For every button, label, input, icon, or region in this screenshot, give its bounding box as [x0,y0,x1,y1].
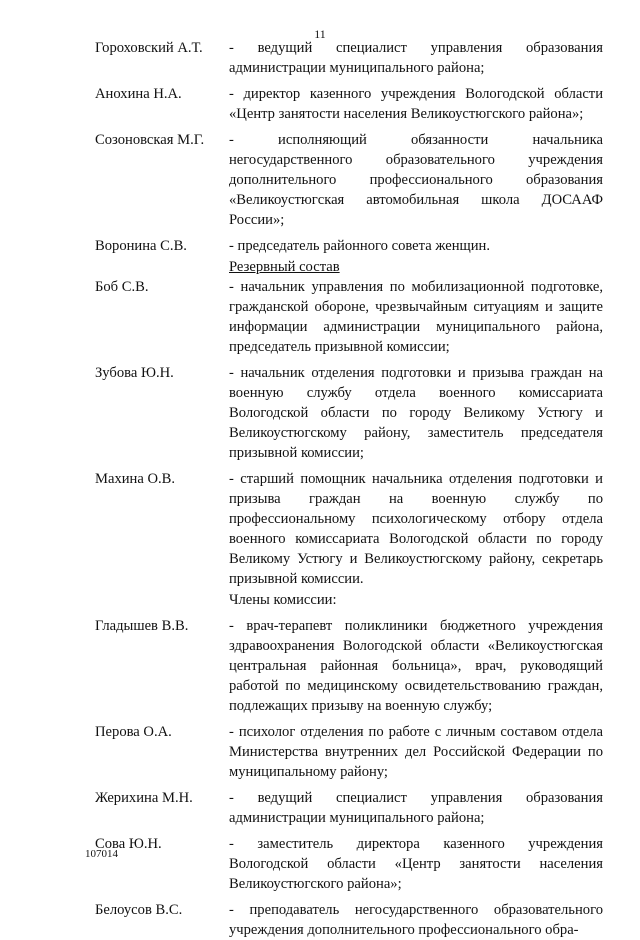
list-item [95,236,603,256]
member-position: - директор казенного учреждения Вологодской области «Центр занятости населения Великоустюгского района»; [229,86,603,122]
page-number: 11 [314,27,326,41]
list-item [95,277,603,357]
member-position: - ведущий специалист управления образования администрации муниципального района; [229,790,603,826]
member-name: Жерихина М.Н. [95,790,193,806]
member-name: Анохина Н.А. [95,86,182,102]
member-name: Зубова Ю.Н. [95,365,174,381]
members-heading: Члены комиссии: [229,592,337,608]
member-name: Гладышев В.В. [95,618,189,634]
member-name: Махина О.В. [95,471,176,487]
document-code: 107014 [85,848,118,860]
member-position: - врач-терапевт поликлиники бюджетного учреждения здравоохранения Вологодской области «Великоустюгская центральная районная больница», врач, руководящий работой по медицинскому освидетельствованию граждан, подлежащих призыву на военную службу; [229,618,603,714]
member-name: Белоусов В.С. [95,902,183,918]
member-position: - психолог отделения по работе с личным составом отдела Министерства внутренних дел Российской Федерации по муниципальному району; [229,724,603,780]
list-item [95,38,603,78]
member-position: - начальник отделения подготовки и призыва граждан на военную службу отдела военного комиссариата Вологодской области по городу Великому Устюгу и Великоустюгскому району, заместитель председателя призывной комиссии; [229,365,603,461]
reserve-heading [229,257,603,277]
member-name: Гороховский А.Т. [95,40,203,56]
list-item [95,788,603,828]
list-item [95,363,603,463]
member-name: Перова О.А. [95,724,172,740]
member-position: - старший помощник начальника отделения подготовки и призыва граждан на военную службу по профессиональному психологическому отбору отдела военного комиссариата Вологодской области по городу Великому Устюгу и Великоустюгскому району, секретарь призывной комиссии. [229,471,603,587]
reserve-heading-text: Резервный состав [229,259,340,275]
list-item [95,834,603,894]
member-position: - исполняющий обязанности начальника негосударственного образовательного учреждения дополнительного профессионального образования «Великоустюгская автомобильная школа ДОСААФ России»; [229,132,603,228]
list-item [95,900,603,940]
member-position: - заместитель директора казенного учреждения Вологодской области «Центр занятости населения Великоустюгского района»; [229,836,603,892]
list-item [95,616,603,716]
member-name: Сова Ю.Н. [95,836,162,852]
member-position: - председатель районного совета женщин. [229,238,491,254]
list-item [95,130,603,230]
member-position: - ведущий специалист управления образования администрации муниципального района; [229,40,603,76]
list-item [95,84,603,124]
member-position: - преподаватель негосударственного образовательного учреждения дополнительного профессионального обра- [229,902,603,938]
list-item [95,469,603,589]
member-name: Созоновская М.Г. [95,132,205,148]
member-name: Боб С.В. [95,279,149,295]
commission-list [95,38,603,940]
list-item [95,722,603,782]
member-position: - начальник управления по мобилизационной подготовке, гражданской обороне, чрезвычайным ситуациям и защите информации администрации муниципального района, председатель призывной комиссии; [229,279,603,355]
member-name: Воронина С.В. [95,238,187,254]
